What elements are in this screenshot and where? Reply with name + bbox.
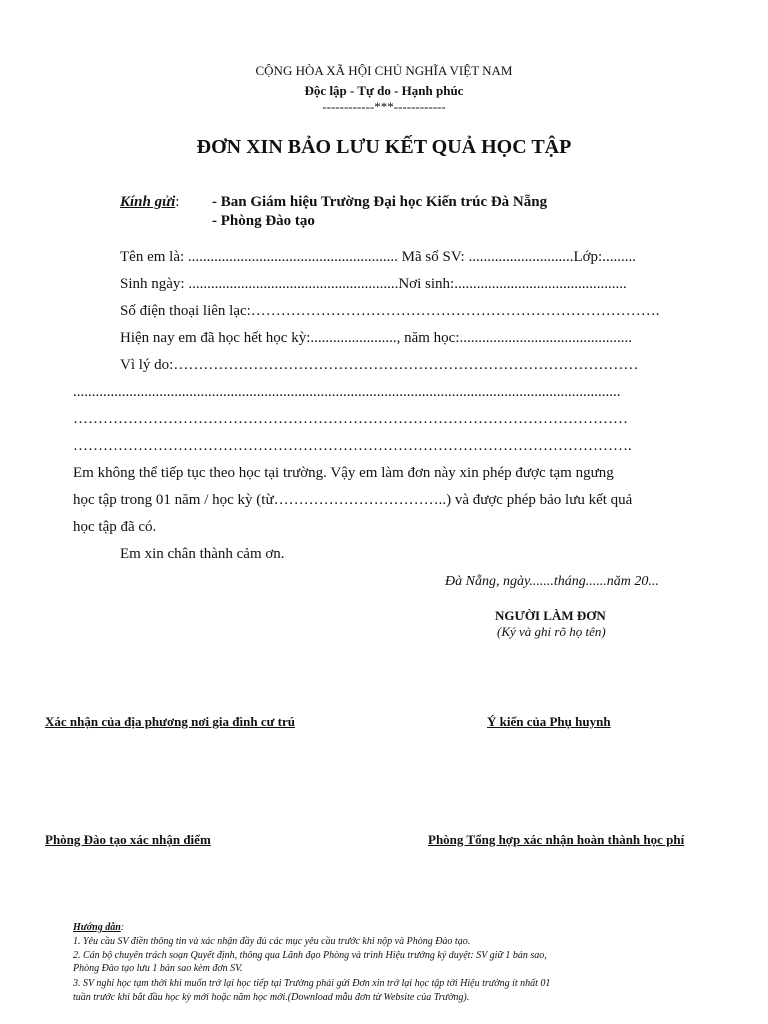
signature-title: NGƯỜI LÀM ĐƠN — [495, 608, 606, 623]
field-semester: Hiện nay em đã học hết học kỳ:......................., năm học:.............................................. — [120, 330, 633, 346]
guide-colon: : — [120, 922, 125, 933]
recipient-label-wrap — [120, 194, 179, 211]
body-line-3: học tập đã có. — [73, 519, 157, 535]
page-title: ĐƠN XIN BẢO LƯU KẾT QUẢ HỌC TẬP — [196, 136, 572, 158]
guide-line-3b: tuần trước khi bắt đầu học kỳ mới hoặc năm học mới.(Download mẫu đơn từ Website của Trường). — [73, 992, 470, 1003]
field-phone: Số điện thoại liên lạc:………………………………………………………………………. — [120, 303, 660, 319]
blank-line: ………………………………………………………………………………………………… — [73, 411, 628, 427]
signature-date: Đà Nẵng, ngày.......tháng......năm 20... — [445, 574, 659, 589]
guide-line-1: 1. Yêu cầu SV điền thông tin và xác nhận đầy đủ các mục yêu cầu trước khi nộp và Phòng Đào tạo. — [73, 936, 471, 947]
body-line-2: học tập trong 01 năm / học kỳ (từ……………………………..) và được phép bảo lưu kết quả — [73, 492, 633, 508]
national-motto: Độc lập - Tự do - Hạnh phúc — [304, 83, 464, 98]
blank-line: .................................................................................................................................................. — [73, 384, 621, 400]
confirm-parent: Ý kiến của Phụ huynh — [487, 714, 611, 729]
signature-note: (Ký và ghi rõ họ tên) — [497, 624, 606, 639]
field-name: Tên em là: ........................................................ Mã số SV: ............................Lớp:......... — [120, 249, 636, 265]
national-header: CỘNG HÒA XÃ HỘI CHỦ NGHĨA VIỆT NAM — [255, 63, 513, 78]
body-line-1: Em không thể tiếp tục theo học tại trường. Vậy em làm đơn này xin phép được tạm ngưng — [73, 465, 614, 481]
confirm-finance: Phòng Tổng hợp xác nhận hoàn thành học phí — [428, 832, 685, 847]
guide-line-3a: 3. SV nghỉ học tạm thời khi muốn trở lại học tiếp tại Trường phải gửi Đơn xin trở lại học tập tới Hiệu trưởng ít nhất 01 — [73, 978, 551, 989]
confirm-local: Xác nhận của địa phương nơi gia đình cư trú — [45, 714, 295, 729]
body-thanks: Em xin chân thành cảm ơn. — [120, 546, 285, 562]
guide-line-2a: 2. Cán bộ chuyên trách soạn Quyết định, thông qua Lãnh đạo Phòng và trình Hiệu trưởng ký duyệt: SV giữ 1 bản sao, — [73, 950, 547, 961]
field-reason: Vì lý do:………………………………………………………………………………… — [120, 357, 639, 373]
field-birth: Sinh ngày: ........................................................Nơi sinh:.............................................. — [120, 276, 627, 292]
guide-heading: Hướng dẫn — [73, 922, 121, 933]
header-divider: ------------***------------ — [322, 99, 446, 114]
recipient-label: Kính gửi — [120, 194, 176, 210]
confirm-training: Phòng Đào tạo xác nhận điểm — [45, 832, 211, 847]
blank-line: …………………………………………………………………………………………………. — [73, 438, 632, 454]
recipient-colon: : — [175, 194, 180, 210]
recipient-line-2: - Phòng Đào tạo — [212, 213, 315, 229]
guide-heading-wrap — [73, 922, 124, 933]
recipient-line-1: - Ban Giám hiệu Trường Đại học Kiến trúc Đà Nẵng — [212, 194, 548, 210]
guide-line-2b: Phòng Đào tạo lưu 1 bản sao kèm đơn SV. — [73, 963, 243, 974]
